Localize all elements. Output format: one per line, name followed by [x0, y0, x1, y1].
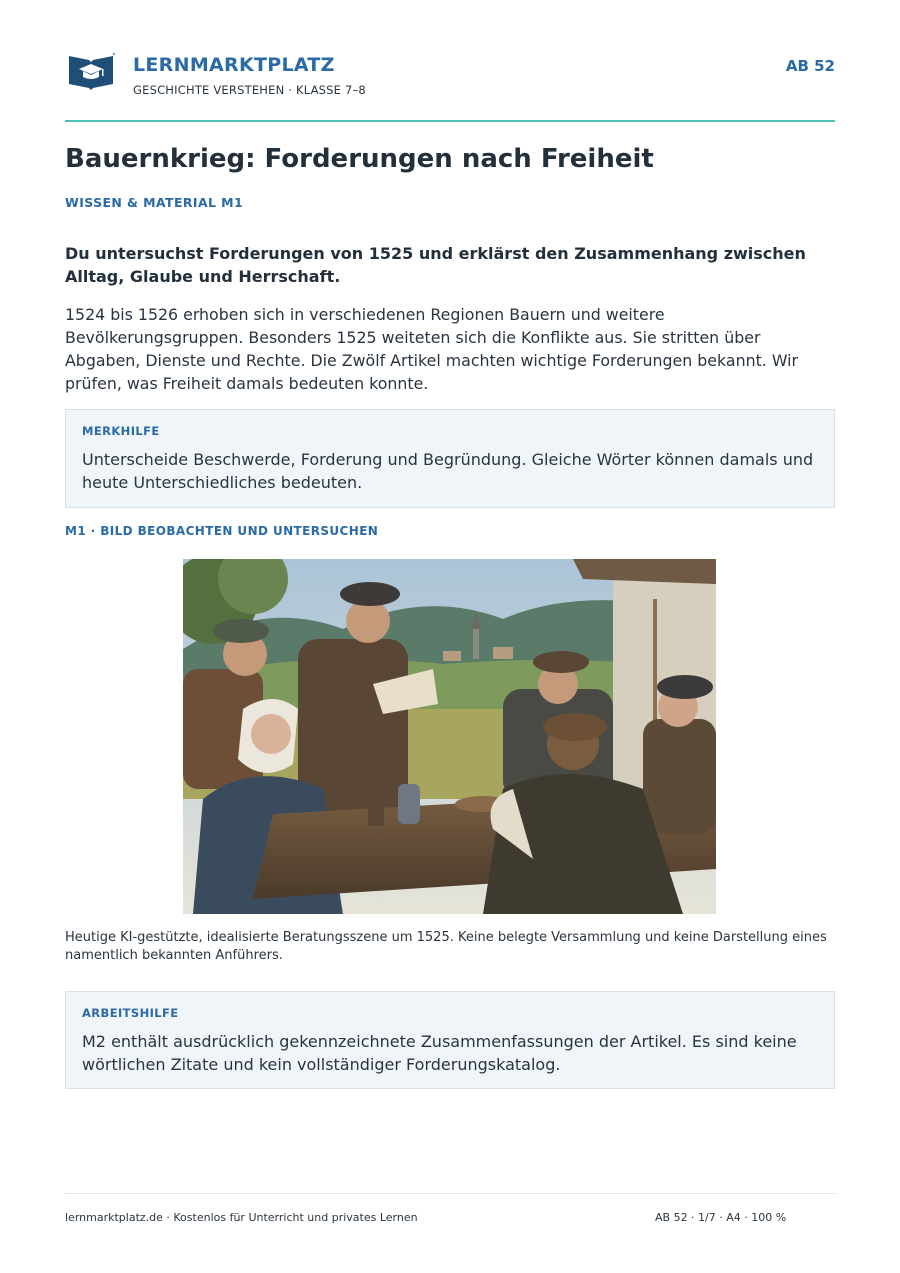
- brand-name: LERNMARKTPLATZ: [133, 54, 335, 76]
- merkhilfe-box: [65, 409, 835, 508]
- section-label: WISSEN & MATERIAL M1: [65, 195, 244, 210]
- sheet-number: AB 52: [785, 57, 835, 75]
- arbeitshilfe-text: M2 enthält ausdrücklich gekennzeichnete Zusammenfassungen der Artikel. Es sind keine wörtlichen Zitate und kein vollständiger Forderungskatalog.: [82, 1032, 797, 1074]
- image-caption: Heutige KI-gestützte, idealisierte Beratungsszene um 1525. Keine belegte Versammlung und keine Darstellung eines namentlich bekannten Anführers.: [65, 930, 827, 963]
- page-title: Bauernkrieg: Forderungen nach Freiheit: [65, 144, 654, 174]
- graduation-cap-book-icon: [67, 52, 115, 92]
- merkhilfe-label: MERKHILFE: [82, 424, 160, 438]
- peasant-meeting-illustration: [183, 559, 716, 914]
- footer-divider: [65, 1193, 835, 1194]
- intro-paragraph: 1524 bis 1526 erhoben sich in verschiedenen Regionen Bauern und weitere Bevölkerungsgruppen. Besonders 1525 weiteten sich die Konflikte aus. Sie stritten über Abgaben, Dienste und Rechte. Die Zwölf Artikel machten wichtige Forderungen bekannt. Wir prüfen, was Freiheit damals bedeuten konnte.: [65, 305, 798, 393]
- illustration-drawing: [183, 559, 716, 914]
- m1-label: M1 · BILD BEOBACHTEN UND UNTERSUCHEN: [65, 524, 379, 538]
- merkhilfe-text: Unterscheide Beschwerde, Forderung und Begründung. Gleiche Wörter können damals und heute Unterschiedliches bedeuten.: [82, 450, 814, 492]
- arbeitshilfe-box: [65, 991, 835, 1089]
- footer-site-info: lernmarktplatz.de · Kostenlos für Unterricht und privates Lernen: [65, 1211, 418, 1224]
- worksheet-page: [65, 0, 835, 1273]
- lead-text: Du untersuchst Forderungen von 1525 und erklärst den Zusammenhang zwischen Alltag, Glaube und Herrschaft.: [65, 244, 806, 286]
- brand-subtitle: GESCHICHTE VERSTEHEN · KLASSE 7–8: [133, 83, 366, 97]
- page-header: [65, 0, 835, 122]
- footer-page-info: AB 52 · 1/7 · A4 · 100 %: [655, 1211, 787, 1224]
- arbeitshilfe-label: ARBEITSHILFE: [82, 1006, 179, 1020]
